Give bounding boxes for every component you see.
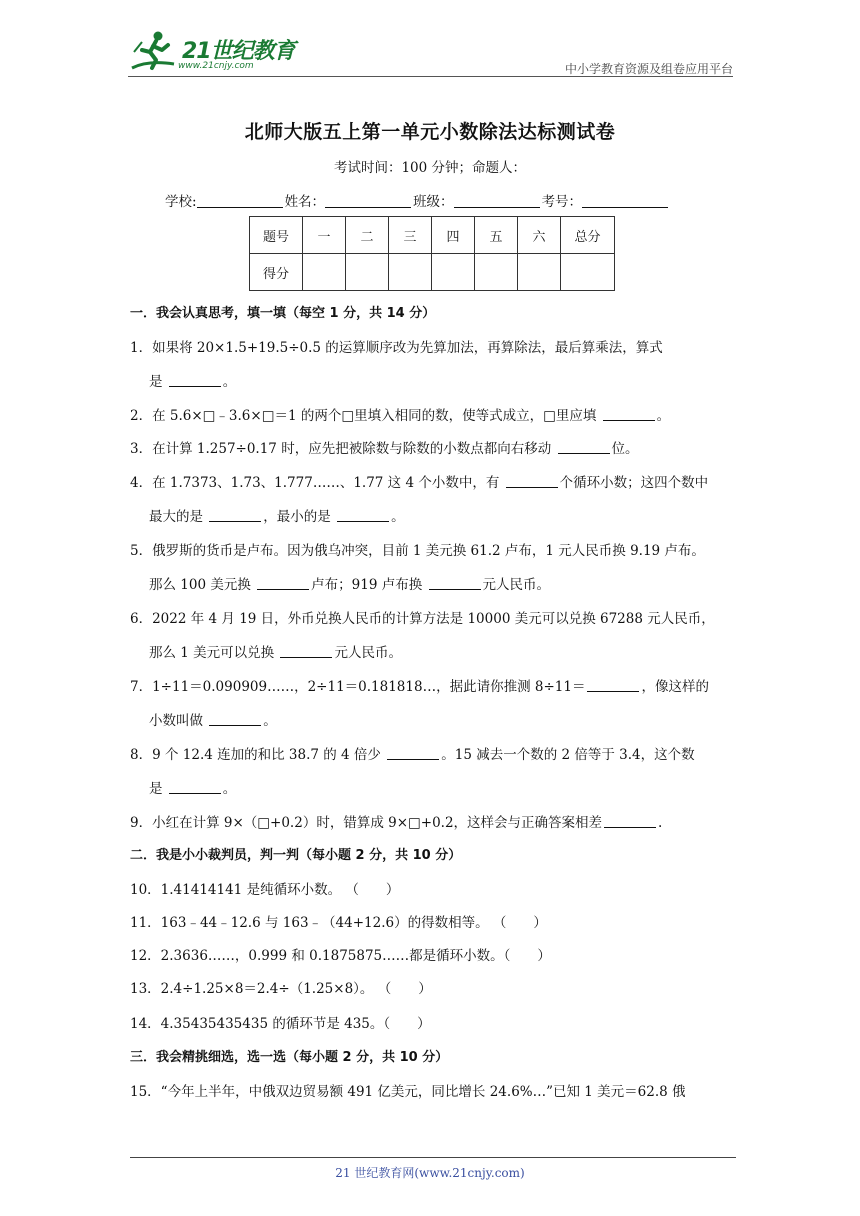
page-header xyxy=(128,28,733,78)
question-14: 14．4.35435435435 的循环节是 435。（ ） xyxy=(130,1016,431,1032)
question-5-cont xyxy=(149,573,550,593)
question-4 xyxy=(130,471,708,491)
question-text: 卢布；919 卢布换 xyxy=(311,577,423,593)
question-text: 。 xyxy=(656,408,671,424)
question-4-cont xyxy=(149,505,405,525)
score-cell[interactable] xyxy=(518,254,561,291)
question-3 xyxy=(130,437,639,457)
question-6 xyxy=(130,607,715,627)
answer-blank[interactable] xyxy=(209,509,261,522)
score-cell[interactable] xyxy=(346,254,389,291)
question-text: 是 xyxy=(149,781,163,797)
question-text: . xyxy=(658,815,663,831)
question-text: 最大的是 xyxy=(149,509,203,525)
score-cell[interactable] xyxy=(303,254,346,291)
logo-url: www.21cnjy.com xyxy=(178,61,254,71)
logo-text: 21世纪教育 xyxy=(182,39,295,64)
question-text: 4．在 1.7373、1.73、1.777……、1.77 这 4 个小数中，有 xyxy=(130,475,500,491)
answer-blank[interactable] xyxy=(169,781,221,794)
header-divider xyxy=(128,76,733,77)
platform-name: 中小学教育资源及组卷应用平台 xyxy=(564,62,733,76)
question-5 xyxy=(130,539,705,559)
question-text: 5．俄罗斯的货币是卢布。因为俄乌冲突，目前 1 美元换 61.2 卢布，1 元人民币换 9.19 卢布。 xyxy=(130,543,705,559)
school-label: 学校: xyxy=(165,194,197,210)
question-6-cont xyxy=(149,641,402,661)
answer-blank[interactable] xyxy=(558,441,610,454)
answer-blank[interactable] xyxy=(257,577,309,590)
question-1-cont xyxy=(149,370,236,390)
score-cell[interactable] xyxy=(389,254,432,291)
school-blank[interactable] xyxy=(197,193,283,208)
exam-no-label: 考号： xyxy=(541,194,583,210)
question-1 xyxy=(130,336,663,356)
question-12: 12．2.3636……，0.999 和 0.1875875……都是循环小数。（ ） xyxy=(130,948,551,964)
question-7-cont xyxy=(149,709,277,729)
question-text: 位。 xyxy=(611,441,639,457)
question-8-cont xyxy=(149,777,236,797)
question-text: 1．如果将 20×1.5+19.5÷0.5 的运算顺序改为先算加法，再算除法，最后算乘法，算式 xyxy=(130,340,663,356)
question-text: 。 xyxy=(391,509,405,525)
answer-blank[interactable] xyxy=(604,815,656,828)
score-table-score-row xyxy=(250,254,615,291)
question-text: 元人民币。 xyxy=(482,577,551,593)
answer-blank[interactable] xyxy=(587,679,639,692)
answer-blank[interactable] xyxy=(209,713,261,726)
question-text: 个循环小数；这四个数中 xyxy=(559,475,709,491)
total-score-cell[interactable] xyxy=(561,254,615,291)
section-heading-3: 三．我会精挑细选，选一选（每小题 2 分，共 10 分） xyxy=(130,1050,449,1065)
score-label: 得分 xyxy=(250,254,303,291)
question-text: 那么 100 美元换 xyxy=(149,577,251,593)
logo xyxy=(128,30,298,76)
footer-text[interactable]: 21 世纪教育网(www.21cnjy.com) xyxy=(335,1166,525,1180)
name-blank[interactable] xyxy=(325,193,411,208)
question-10: 10．1.41414141 是纯循环小数。 （ ） xyxy=(130,882,400,898)
question-text: ，最小的是 xyxy=(263,509,331,525)
score-cell[interactable] xyxy=(475,254,518,291)
question-11: 11．163﹣44﹣12.6 与 163﹣（44+12.6）的得数相等。 （ ） xyxy=(130,915,547,931)
question-13: 13．2.4÷1.25×8＝2.4÷（1.25×8）。 （ ） xyxy=(130,981,432,997)
answer-blank[interactable] xyxy=(280,645,332,658)
question-text: 9．小红在计算 9×（□+0.2）时，错算成 9×□+0.2，这样会与正确答案相差 xyxy=(130,815,603,831)
section-heading-1: 一．我会认真思考，填一填（每空 1 分，共 14 分） xyxy=(130,306,436,321)
column-header: 二 xyxy=(346,217,389,254)
question-text: 。 xyxy=(263,713,277,729)
class-label: 班级： xyxy=(413,194,454,210)
class-blank[interactable] xyxy=(454,193,540,208)
column-header: 三 xyxy=(389,217,432,254)
section-heading-2: 二．我是小小裁判员，判一判（每小题 2 分，共 10 分） xyxy=(130,848,462,863)
name-label: 姓名： xyxy=(284,194,326,210)
score-table xyxy=(249,216,615,291)
question-text: 元人民币。 xyxy=(334,645,402,661)
answer-blank[interactable] xyxy=(603,408,655,421)
question-number-label: 题号 xyxy=(250,217,303,254)
question-15: 15．“今年上半年，中俄双边贸易额 491 亿美元，同比增长 24.6%…”已知 1 美元＝62.8 俄 xyxy=(130,1084,686,1100)
answer-blank[interactable] xyxy=(506,475,558,488)
column-header: 六 xyxy=(518,217,561,254)
answer-blank[interactable] xyxy=(169,374,221,387)
score-cell[interactable] xyxy=(432,254,475,291)
answer-blank[interactable] xyxy=(429,577,481,590)
answer-blank[interactable] xyxy=(387,747,439,760)
page-title: 北师大版五上第一单元小数除法达标测试卷 xyxy=(244,121,616,143)
question-text: 。15 减去一个数的 2 倍等于 3.4，这个数 xyxy=(441,747,695,763)
question-7 xyxy=(130,675,709,695)
total-header: 总分 xyxy=(561,217,615,254)
footer-divider xyxy=(130,1157,736,1158)
column-header: 一 xyxy=(303,217,346,254)
answer-blank[interactable] xyxy=(337,509,389,522)
column-header: 四 xyxy=(432,217,475,254)
exam-info: 考试时间：100 分钟；命题人： xyxy=(333,160,527,176)
question-text: 7．1÷11＝0.090909……，2÷11＝0.181818…，据此请你推测 8÷11＝ xyxy=(130,679,586,695)
exam-no-blank[interactable] xyxy=(582,193,668,208)
question-text: 。 xyxy=(222,781,237,797)
question-text: ，像这样的 xyxy=(641,679,709,695)
question-text: 小数叫做 xyxy=(149,713,203,729)
question-text: 6．2022 年 4 月 19 日，外币兑换人民币的计算方法是 10000 美元可以兑换 67288 元人民币， xyxy=(130,611,715,627)
score-table-header-row xyxy=(250,217,615,254)
question-text: 。 xyxy=(222,374,237,390)
student-info-fields xyxy=(165,190,670,210)
question-8 xyxy=(130,743,695,763)
column-header: 五 xyxy=(475,217,518,254)
question-2 xyxy=(130,404,670,424)
question-text: 是 xyxy=(149,374,163,390)
question-text: 8．9 个 12.4 连加的和比 38.7 的 4 倍少 xyxy=(130,747,381,763)
question-9 xyxy=(130,811,662,831)
question-text: 那么 1 美元可以兑换 xyxy=(149,645,275,661)
question-text: 2．在 5.6×□﹣3.6×□＝1 的两个□里填入相同的数，使等式成立，□里应填 xyxy=(130,408,597,424)
question-text: 3．在计算 1.257÷0.17 时，应先把被除数与除数的小数点都向右移动 xyxy=(130,441,552,457)
runner-logo-icon xyxy=(128,30,178,74)
